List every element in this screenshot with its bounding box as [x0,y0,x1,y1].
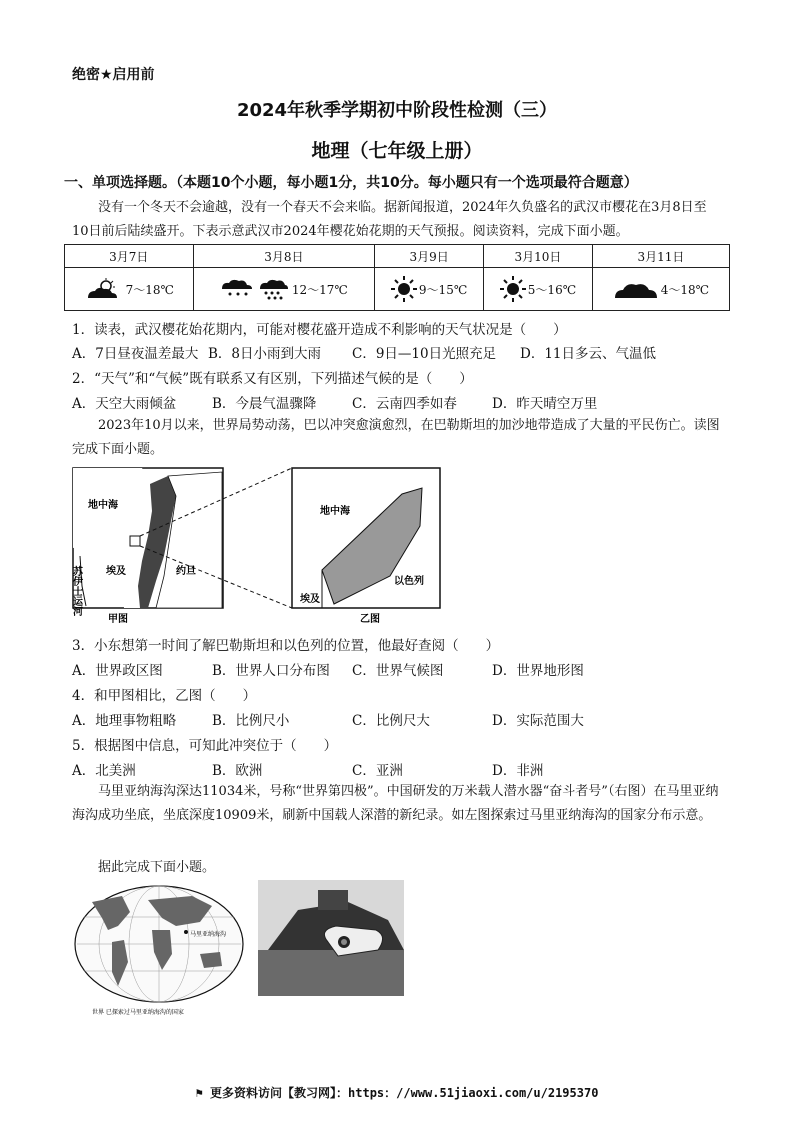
option-d: D．昨天晴空万里 [492,396,598,412]
label-suez: 苏伊士运河 [70,566,82,616]
confidential-label: 绝密★启用前 [72,67,155,83]
weather-temp: 7～18℃ [125,282,174,297]
option-d: D．世界地形图 [492,663,584,679]
world-map-caption: 世界 已探索过马里亚纳海沟的国家 [92,1009,184,1016]
sunny-icon [391,276,417,302]
weather-date: 3月8日 [193,245,375,268]
weather-temp: 5～16℃ [527,282,577,297]
option-a: A．世界政区图 [72,663,163,679]
submersible-photo [258,880,404,996]
partly-cloudy-icon [84,278,124,300]
option-a: A．地理事物粗略 [72,713,177,729]
option-b: B．欧洲 [212,763,263,779]
label-egypt: 埃及 [106,566,126,577]
label-mediterranean-yi: 地中海 [320,506,350,517]
weather-date: 3月7日 [65,245,194,268]
caption-jia: 甲图 [108,614,128,625]
label-trench: 马里亚纳海沟 [190,931,227,938]
weather-date: 3月9日 [375,245,484,268]
option-d: D．非洲 [492,763,544,779]
exam-subtitle: 地理（七年级上册） [311,140,483,162]
weather-date: 3月11日 [592,245,729,268]
option-c: C．云南四季如春 [352,396,457,412]
weather-table [64,244,730,311]
exam-title: 2024年秋季学期初中阶段性检测（三） [236,100,558,121]
flag-icon: ⚑ [195,1086,211,1100]
footer-text: 更多资料访问【教习网】：https：//www.51jiaoxi.com/u/2195370 [210,1086,599,1100]
rain-icon [220,277,256,301]
option-b: B．比例尺小 [212,713,290,729]
option-b: B．世界人口分布图 [212,663,330,679]
section-heading: 一、单项选择题。（本题10个小题，每小题1分，共10分。每小题只有一个选项最符合题意） [64,175,638,191]
caption-yi: 乙图 [360,614,380,625]
option-d: D．11日多云、气温低 [520,346,657,362]
question-1: 1．读表，武汉樱花始花期内，可能对樱花盛开造成不利影响的天气状况是（ ） [72,322,567,338]
option-a: A．天空大雨倾盆 [72,396,177,412]
cloudy-icon [613,278,659,300]
question-2: 2．“天气”和“气候”既有联系又有区别，下列描述气候的是（ ） [72,371,473,387]
option-c: C．比例尺大 [352,713,430,729]
sunny-icon [500,276,526,302]
option-b: B．今晨气温骤降 [212,396,317,412]
world-map-figure [72,882,247,1022]
weather-temp: 4～18℃ [660,282,710,297]
passage-3: 马里亚纳海沟深达11034米，号称“世界第四极”。中国研发的万米载人潜水器“奋斗者号”（右图）在马里亚纳海沟成功坐底，坐底深度10909米，刷新中国载人深潜的新纪录。如左图探索过马里亚纳海沟的国家分布示意。 [72,784,719,823]
label-jordan: 约旦 [176,566,196,577]
weather-temp: 9～15℃ [418,282,468,297]
option-c: C．亚洲 [352,763,403,779]
weather-date: 3月10日 [484,245,593,268]
rain-icon [258,277,290,301]
label-mediterranean: 地中海 [88,500,118,511]
label-israel-yi: 以色列 [394,576,424,587]
question-3: 3．小东想第一时间了解巴勒斯坦和以色列的位置，他最好查阅（ ） [72,638,500,654]
footer-link[interactable] [0,1084,794,1101]
label-egypt-yi: 埃及 [300,594,320,605]
passage-1: 没有一个冬天不会逾越，没有一个春天不会来临。据新闻报道，2024年久负盛名的武汉市樱花在3月8日至10日前后陆续盛开。下表示意武汉市2024年樱花始花期的天气预报。阅读资料，完成下面小题。 [72,200,707,239]
option-c: C．世界气候图 [352,663,444,679]
gaza-map-figure [72,466,442,626]
option-a: A．7日昼夜温差最大 [72,346,199,362]
trench-marker [184,930,188,934]
question-4: 4．和甲图相比，乙图（ ） [72,688,257,704]
option-c: C．9日—10日光照充足 [352,346,497,362]
weather-temp: 12～17℃ [291,282,348,297]
question-5: 5．根据图中信息，可知此冲突位于（ ） [72,738,338,754]
option-a: A．北美洲 [72,763,136,779]
passage-2: 2023年10月以来，世界局势动荡，巴以冲突愈演愈烈，在巴勒斯坦的加沙地带造成了大量的平民伤亡。读图完成下面小题。 [72,418,720,457]
option-b: B．8日小雨到大雨 [208,346,322,362]
option-d: D．实际范围大 [492,713,584,729]
passage-3-instruction: 据此完成下面小题。 [98,860,216,875]
